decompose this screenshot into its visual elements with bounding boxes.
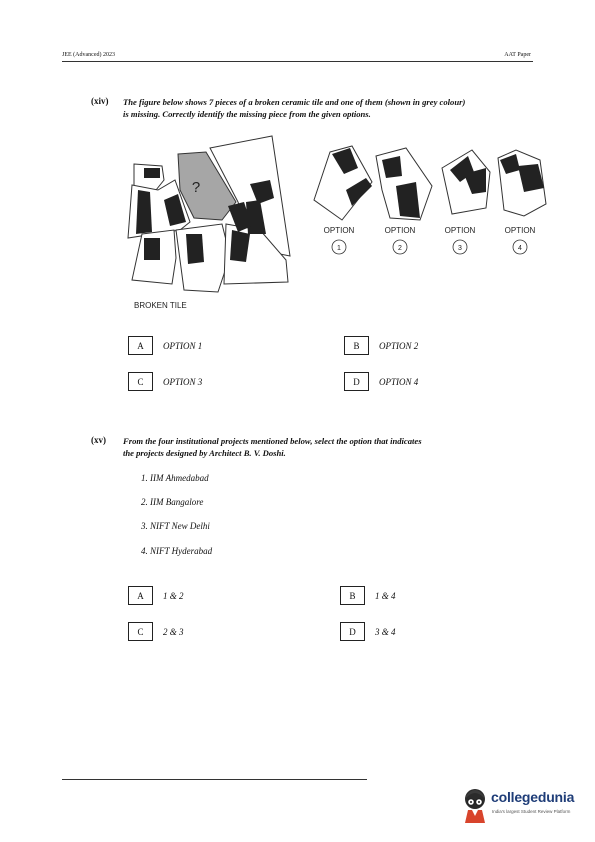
header-paper-name: AAT Paper <box>504 52 531 58</box>
q14-answer-c-letter: C <box>128 372 153 391</box>
figure-option-1-num: 1 <box>337 245 341 252</box>
figure-option-4-num: 4 <box>518 245 522 252</box>
missing-piece-question-mark: ? <box>191 179 201 196</box>
logo-wordmark: collegedunia <box>491 789 575 805</box>
q15-list-item-1: 1. IIM Ahmedabad <box>141 473 209 483</box>
q15-answer-a-text: 1 & 2 <box>163 590 184 601</box>
figure-option-2-num: 2 <box>398 245 402 252</box>
q15-list-item-3: 3. NIFT New Delhi <box>141 521 210 531</box>
question-14-line-2: is missing. Correctly identify the missing piece from the given options. <box>123 109 371 119</box>
question-14-text <box>123 96 553 120</box>
q15-answer-d-text: 3 & 4 <box>375 626 396 637</box>
q15-answer-d-letter: D <box>340 622 365 641</box>
question-15-line-2: the projects designed by Architect B. V. Doshi. <box>123 448 286 458</box>
q14-answer-d-letter: D <box>344 372 369 391</box>
q14-answer-a-text: OPTION 1 <box>163 340 203 351</box>
q14-answer-a[interactable] <box>128 336 202 355</box>
q14-answer-d[interactable] <box>344 372 418 391</box>
question-15-number: (xv) <box>91 435 106 445</box>
q15-answer-b-letter: B <box>340 586 365 605</box>
q14-answer-b[interactable] <box>344 336 418 355</box>
figure-option-1-label: OPTION <box>323 226 355 235</box>
question-15-text <box>123 435 553 459</box>
q14-answer-b-letter: B <box>344 336 369 355</box>
q15-list-item-2: 2. IIM Bangalore <box>141 497 204 507</box>
figure-option-3-label: OPTION <box>444 226 476 235</box>
q15-answer-b[interactable] <box>340 586 396 605</box>
figure-option-1 <box>314 146 372 254</box>
figure-option-2-label: OPTION <box>384 226 416 235</box>
mascot-icon <box>460 786 490 824</box>
logo-tagline: India's largest Student Review Platform <box>492 809 571 814</box>
q15-answer-c[interactable] <box>128 622 184 641</box>
footer-divider <box>62 779 367 780</box>
collegedunia-logo <box>460 786 588 826</box>
broken-tile-figure <box>120 130 560 320</box>
q15-answer-c-text: 2 & 3 <box>163 626 184 637</box>
question-14-number: (xiv) <box>91 96 109 106</box>
q14-answer-a-letter: A <box>128 336 153 355</box>
broken-tile-caption: BROKEN TILE <box>134 301 187 310</box>
figure-option-4-label: OPTION <box>504 226 536 235</box>
q15-answer-a[interactable] <box>128 586 184 605</box>
q14-answer-d-text: OPTION 4 <box>379 376 419 387</box>
figure-option-2 <box>376 148 432 254</box>
q14-answer-c-text: OPTION 3 <box>163 376 203 387</box>
q15-list-item-4: 4. NIFT Hyderabad <box>141 546 213 556</box>
q15-answer-d[interactable] <box>340 622 396 641</box>
question-14-line-1: The figure below shows 7 pieces of a broken ceramic tile and one of them (shown in grey colour) <box>123 97 466 107</box>
figure-option-3-num: 3 <box>458 245 462 252</box>
q15-answer-a-letter: A <box>128 586 153 605</box>
header-divider <box>62 61 533 62</box>
header-exam-title: JEE (Advanced) 2023 <box>62 52 115 58</box>
figure-option-3 <box>442 150 490 254</box>
q14-answer-c[interactable] <box>128 372 202 391</box>
q15-answer-c-letter: C <box>128 622 153 641</box>
q14-answer-b-text: OPTION 2 <box>379 340 419 351</box>
broken-tile <box>128 136 290 310</box>
q15-answer-b-text: 1 & 4 <box>375 590 396 601</box>
question-15-line-1: From the four institutional projects mentioned below, select the option that indicates <box>123 436 422 446</box>
figure-option-4 <box>498 150 546 254</box>
